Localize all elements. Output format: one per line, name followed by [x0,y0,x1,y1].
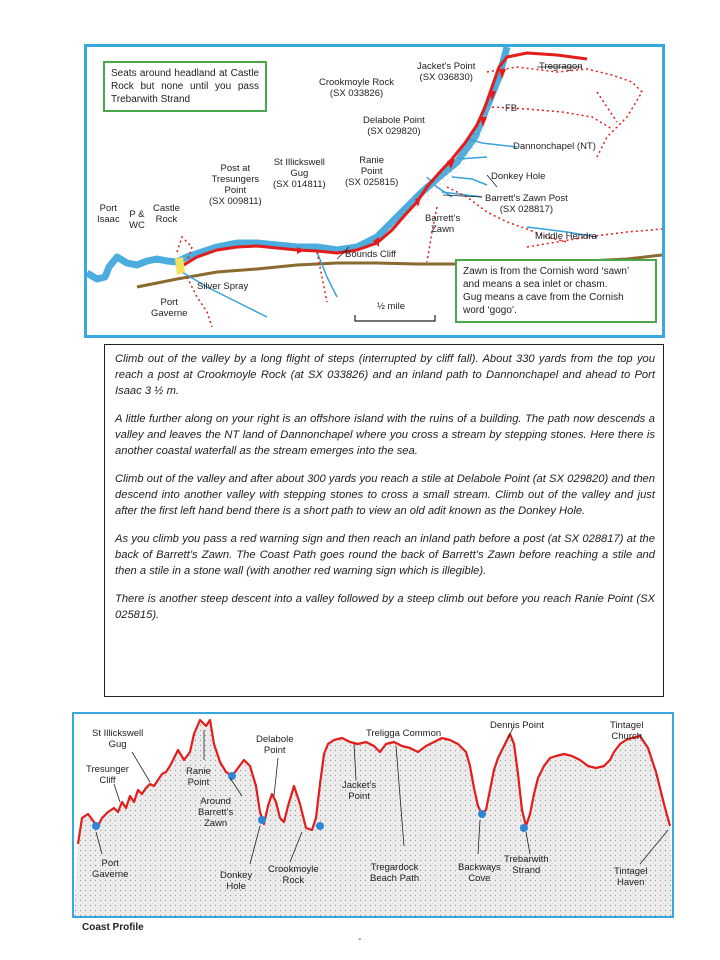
label-p-wc [129,209,145,231]
label-text: Port [99,203,118,214]
plabel-backways [458,862,501,884]
label-text: Cove [468,873,491,884]
label-ref: (SX 014811) [273,179,326,190]
label-ref: (SX 009811) [209,196,262,207]
label-middle-hendra: Middle Hendra [535,231,597,242]
label-text: Post at [220,163,251,174]
label-text: Point [263,745,286,756]
label-text: Gaverne [92,869,129,880]
label-ref: (SX 033826) [329,88,384,99]
label-text: Port [160,297,178,308]
label-text: Ranie [186,766,211,777]
label-barretts-post [485,193,568,215]
label-text: Rock [155,214,178,225]
label-text: Delabole Point [363,115,425,126]
route-map [84,44,665,338]
directions-text [104,344,664,697]
label-port-gaverne [151,297,187,319]
profile-marker [228,772,236,780]
label-text: Church [611,731,643,742]
label-text: Trebarwith [504,854,549,865]
label-dannonchapel: Dannonchapel (NT) [513,141,596,152]
directions-paragraph: Climb out of the valley by a long flight of steps (interrupted by cliff fall). About 330 yards from the top you reach a post at Crookmoyle Rock (at SX 033826) and an inland path to Dannonchapel and ahead to Port Isaac 3 ½ m. [115,353,655,397]
plabel-treligga: Treligga Common [366,728,442,739]
label-text: Cliff [99,775,116,786]
label-scale: ½ mile [377,301,405,312]
plabel-delabole [256,734,294,756]
label-delabole [363,115,425,137]
label-ref: (SX 036830) [419,72,473,83]
label-text: Rock [282,875,305,886]
profile-caption: Coast Profile [82,922,144,933]
label-text: Point [224,185,247,196]
plabel-tregardock [370,862,419,884]
label-text: Tresunger [86,764,129,775]
label-text: Tresungers [211,174,260,185]
label-castle-rock [153,203,180,225]
profile-marker [316,822,324,830]
seats-note [103,61,267,112]
plabel-trebarwith [504,854,549,876]
label-tregragon: Tregragon [539,61,583,72]
label-text: Backways [458,862,501,873]
label-text: Hole [226,881,246,892]
directions-paragraph: A little further along on your right is an offshore island with the ruins of a building. The path now descends a valley and leaves the NT land of Dannonchapel where you cross a stream by stepping stones. Here there is another coastal waterfall as the stream emerges into the sea. [115,413,655,457]
label-ref: (SX 029820) [367,126,421,137]
label-text: Barrett’s [198,807,234,818]
label-text: Zawn [203,818,228,829]
label-text: P & [129,209,145,220]
plabel-jackets [342,780,376,802]
label-text: Castle [153,203,180,214]
label-text: Point [187,777,210,788]
label-text: Gug [290,168,309,179]
label-text: Tregardock [370,862,419,873]
label-text: Crookmoyle Rock [319,77,394,88]
seats-note-text: Seats around headland at Castle Rock but none until you pass Trebarwith Strand [111,68,259,105]
plabel-crookmoyle [268,864,319,886]
profile-marker [478,810,486,818]
label-text: Point [348,791,370,802]
profile-drawing [74,714,672,916]
zawn-note-line: Gug means a cave from the Cornish [463,292,624,303]
label-ref: (SX 028817) [499,204,554,215]
label-text: Tintagel [614,866,648,877]
plabel-tintagel-haven [614,866,647,888]
label-text: St Illickswell [273,157,325,168]
profile-marker [520,824,528,832]
label-text: Donkey [220,870,253,881]
plabel-port-gaverne [92,858,128,880]
label-text: Tintagel [610,720,644,731]
page-mark: - [358,934,362,945]
label-text: Crookmoyle [268,864,319,875]
plabel-dennis: Dennis Point [490,720,544,731]
label-text: Haven [616,877,645,888]
coast-profile [72,712,674,918]
zawn-note [455,259,657,323]
label-text: Jacket’s Point [417,61,476,72]
label-fb: FB [505,103,518,114]
plabel-ranie [186,766,211,788]
label-text: Around [200,796,231,807]
label-text: Delabole [256,734,294,745]
label-jackets-point [417,61,475,83]
label-text: Zawn [430,224,455,235]
plabel-around-barretts [198,796,233,829]
label-text: Strand [512,865,541,876]
label-donkey-hole: Donkey Hole [491,171,546,182]
profile-marker [258,816,266,824]
label-text: Ranie [359,155,385,166]
label-text: Isaac [97,214,120,225]
label-text: Gug [108,739,127,750]
label-crookmoyle [319,77,394,99]
zawn-note-line: word ‘gogo’. [463,305,517,316]
label-text: Point [360,166,383,177]
profile-fill [74,720,672,916]
directions-paragraph: As you climb you pass a red warning sign and then reach an inland path before a post (at SX 028817) at the back of Barrett’s Zawn. The Coast Path goes round the back of Barrett’s Zawn before reaching a stile and then a stile in a stone wall (with another red warning sign which is illegible). [115,533,655,577]
label-st-illickswell [273,157,326,190]
zawn-note-line: Zawn is from the Cornish word ‘sawn’ [463,266,630,277]
label-bounds-cliff: Bounds Cliff [345,249,397,260]
label-silver-spray: Silver Spray [197,281,249,292]
label-ref: (SX 025815) [345,177,399,188]
label-port-isaac [97,203,120,225]
label-barretts-zawn [425,213,460,235]
label-text: Jacket’s [342,780,377,791]
label-text: Gaverne [151,308,188,319]
profile-marker [92,822,100,830]
plabel-tintagel-church [610,720,643,742]
label-text: Port [101,858,119,869]
label-tresungers [209,163,262,207]
plabel-tresunger [86,764,129,786]
plabel-donkey-hole [220,870,252,892]
label-text: Barrett’s [425,213,461,224]
label-ranie [345,155,398,188]
label-text: Barrett’s Zawn Post [485,193,568,204]
label-text: WC [129,220,145,231]
label-text: St Illickswell [92,728,144,739]
plabel-st-illickswell [92,728,143,750]
directions-paragraph: Climb out of the valley and after about 300 yards you reach a stile at Delabole Point (at SX 029820) and then descend into another valley with stepping stones to cross a small stream. Climb out of the valley and just after the first left hand bend there is a short path to view an old adit known as the Donkey Hole. [115,473,655,517]
zawn-note-line: and means a sea inlet or chasm. [463,279,608,290]
label-text: Beach Path [370,873,420,884]
directions-paragraph: There is another steep descent into a valley followed by a steep climb out before you reach Ranie Point (SX 025815). [115,593,655,621]
